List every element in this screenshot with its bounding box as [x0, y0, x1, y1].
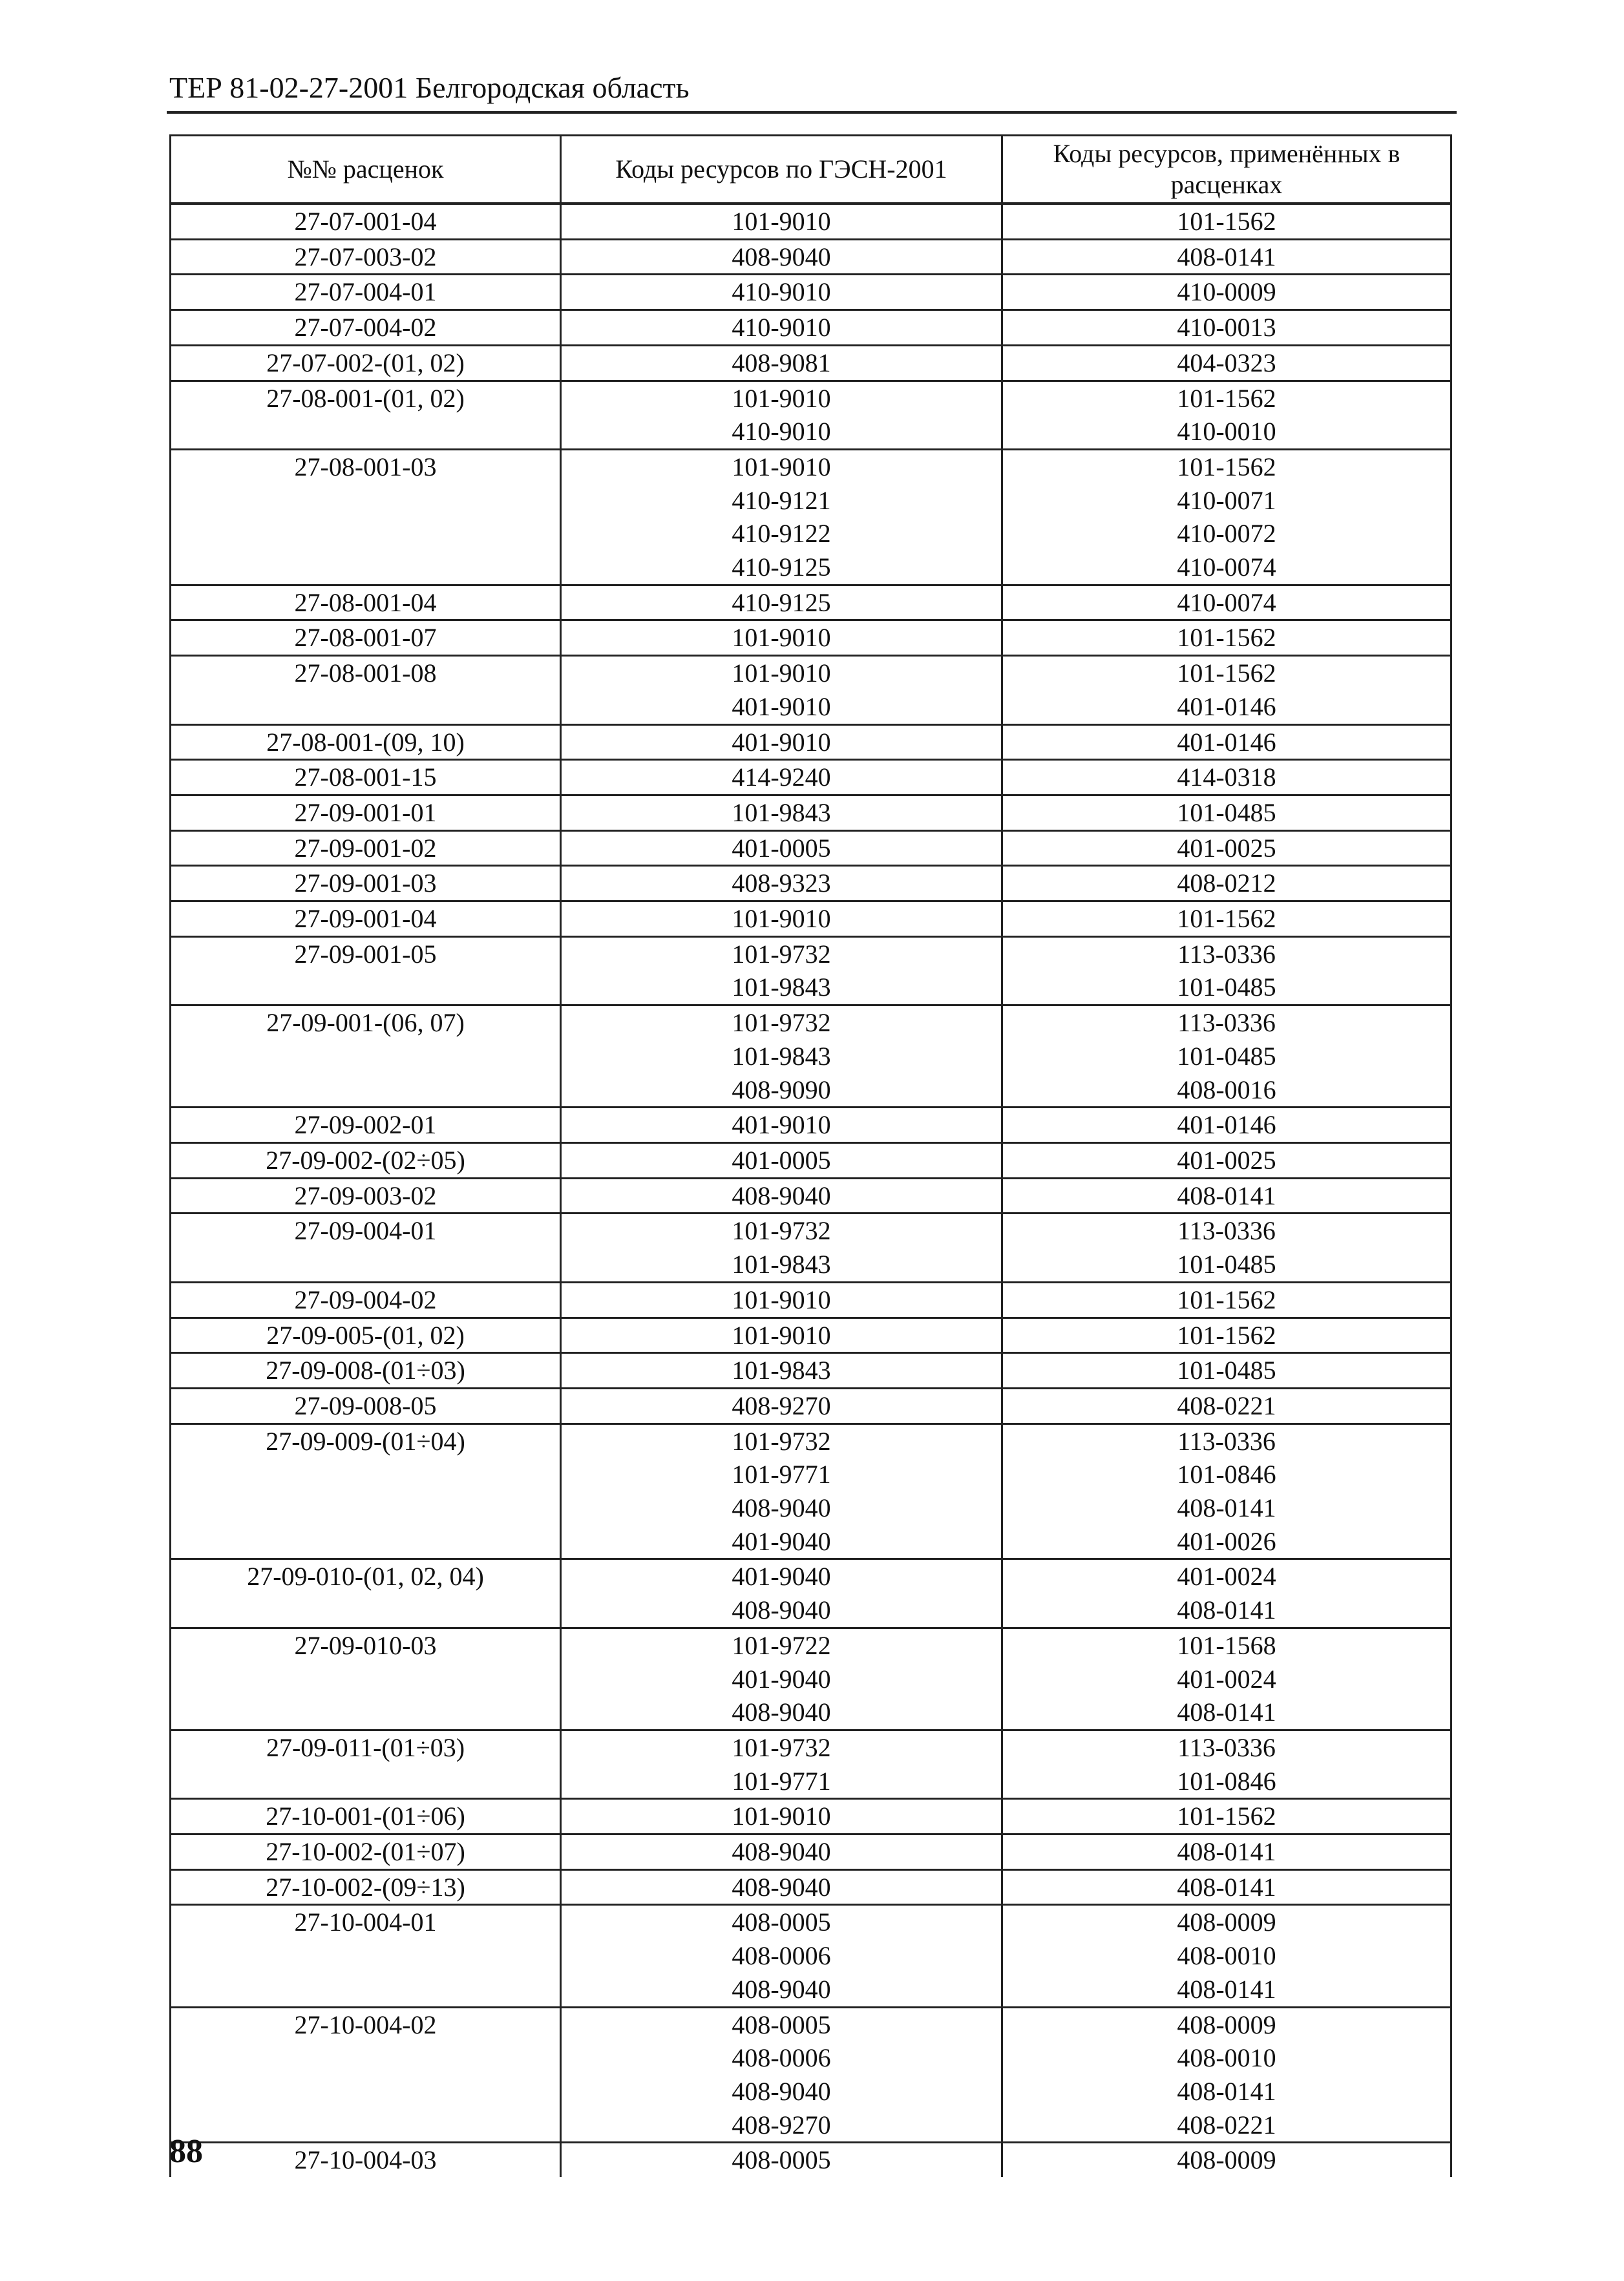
gesn-code-cell: 408-9323 [561, 866, 1002, 901]
rate-cell [171, 1973, 561, 2007]
column-header-gesn-codes: Коды ресурсов по ГЭСН-2001 [561, 136, 1002, 204]
rate-cell: 27-09-005-(01, 02) [171, 1318, 561, 1353]
table-row [171, 2007, 1451, 2041]
resource-codes-table [169, 134, 1452, 2177]
rate-cell: 27-07-004-02 [171, 310, 561, 346]
applied-code-cell: 408-0010 [1002, 2041, 1451, 2075]
gesn-code-cell: 101-9010 [561, 901, 1002, 937]
applied-code-cell: 101-0846 [1002, 1458, 1451, 1491]
rate-cell: 27-10-002-(01÷07) [171, 1834, 561, 1870]
gesn-code-cell: 410-9010 [561, 415, 1002, 449]
gesn-code-cell: 410-9010 [561, 310, 1002, 346]
rate-cell: 27-09-009-(01÷04) [171, 1424, 561, 1458]
applied-code-cell: 410-0074 [1002, 585, 1451, 620]
table-row [171, 2041, 1451, 2075]
rate-cell: 27-09-004-01 [171, 1214, 561, 1248]
table-row [171, 620, 1451, 656]
rate-cell: 27-09-001-05 [171, 936, 561, 971]
applied-code-cell: 113-0336 [1002, 1424, 1451, 1458]
rate-cell: 27-07-003-02 [171, 239, 561, 275]
rate-cell: 27-08-001-(01, 02) [171, 381, 561, 415]
table-row [171, 1765, 1451, 1799]
applied-code-cell: 410-0009 [1002, 275, 1451, 310]
gesn-code-cell: 410-9010 [561, 275, 1002, 310]
table-row [171, 1628, 1451, 1662]
applied-code-cell: 101-1562 [1002, 656, 1451, 690]
column-header-rate-numbers: №№ расценок [171, 136, 561, 204]
rate-cell [171, 1696, 561, 1730]
gesn-code-cell: 101-9732 [561, 936, 1002, 971]
rate-cell: 27-09-001-03 [171, 866, 561, 901]
gesn-code-cell: 414-9240 [561, 760, 1002, 795]
applied-code-cell: 408-0221 [1002, 1388, 1451, 1424]
gesn-code-cell: 101-9843 [561, 971, 1002, 1005]
rate-cell [171, 2108, 561, 2143]
rate-cell [171, 1073, 561, 1108]
applied-code-cell: 101-0846 [1002, 1765, 1451, 1799]
gesn-code-cell: 408-0006 [561, 1939, 1002, 1973]
applied-code-cell: 101-1562 [1002, 204, 1451, 239]
table-row [171, 2143, 1451, 2177]
table-row [171, 275, 1451, 310]
table-row [171, 1799, 1451, 1834]
gesn-code-cell: 408-0006 [561, 2041, 1002, 2075]
gesn-code-cell: 101-9010 [561, 204, 1002, 239]
table-row [171, 381, 1451, 415]
rate-cell: 27-09-001-04 [171, 901, 561, 937]
rate-cell [171, 1458, 561, 1491]
applied-code-cell: 408-0141 [1002, 2075, 1451, 2108]
gesn-code-cell: 101-9771 [561, 1765, 1002, 1799]
rate-cell: 27-09-011-(01÷03) [171, 1730, 561, 1764]
gesn-code-cell: 401-9040 [561, 1559, 1002, 1593]
rate-cell: 27-09-003-02 [171, 1178, 561, 1214]
table-row [171, 901, 1451, 937]
applied-code-cell: 408-0016 [1002, 1073, 1451, 1108]
gesn-code-cell: 401-9010 [561, 724, 1002, 760]
table-row [171, 656, 1451, 690]
page-number: 88 [169, 2133, 203, 2170]
table-row [171, 971, 1451, 1005]
table-row [171, 2108, 1451, 2143]
table-row [171, 1834, 1451, 1870]
table-row [171, 1973, 1451, 2007]
gesn-code-cell: 408-9270 [561, 2108, 1002, 2143]
gesn-code-cell: 408-9040 [561, 1696, 1002, 1730]
table-header [171, 136, 1451, 204]
gesn-code-cell: 401-9040 [561, 1525, 1002, 1559]
applied-code-cell: 101-1568 [1002, 1628, 1451, 1662]
table-row [171, 1869, 1451, 1905]
rate-cell [171, 1939, 561, 1973]
applied-code-cell: 410-0010 [1002, 415, 1451, 449]
gesn-code-cell: 101-9732 [561, 1005, 1002, 1040]
table-row [171, 517, 1451, 551]
applied-code-cell: 101-1562 [1002, 381, 1451, 415]
applied-code-cell: 401-0024 [1002, 1559, 1451, 1593]
rate-cell: 27-09-008-05 [171, 1388, 561, 1424]
table-row [171, 484, 1451, 518]
applied-code-cell: 401-0146 [1002, 724, 1451, 760]
gesn-code-cell: 101-9010 [561, 381, 1002, 415]
gesn-code-cell: 408-9090 [561, 1073, 1002, 1108]
gesn-code-cell: 408-9040 [561, 239, 1002, 275]
gesn-code-cell: 101-9010 [561, 449, 1002, 483]
page-header-title: ТЕР 81-02-27-2001 Белгородская область [169, 71, 690, 104]
applied-code-cell: 101-1562 [1002, 1282, 1451, 1318]
applied-code-cell: 408-0141 [1002, 1491, 1451, 1525]
table-row [171, 1491, 1451, 1525]
gesn-code-cell: 101-9771 [561, 1458, 1002, 1491]
table-row [171, 1248, 1451, 1282]
table-row [171, 551, 1451, 585]
applied-code-cell: 408-0009 [1002, 2007, 1451, 2041]
table-row [171, 1282, 1451, 1318]
gesn-code-cell: 410-9125 [561, 551, 1002, 585]
applied-code-cell: 101-0485 [1002, 1040, 1451, 1073]
rate-cell: 27-10-004-03 [171, 2143, 561, 2177]
table-row [171, 760, 1451, 795]
rate-cell [171, 415, 561, 449]
gesn-code-cell: 408-9040 [561, 1178, 1002, 1214]
gesn-code-cell: 408-9040 [561, 1491, 1002, 1525]
applied-code-cell: 408-0141 [1002, 1834, 1451, 1870]
table-row [171, 310, 1451, 346]
rate-cell: 27-09-001-02 [171, 830, 561, 866]
applied-code-cell: 101-0485 [1002, 1248, 1451, 1282]
gesn-code-cell: 401-0005 [561, 830, 1002, 866]
rate-cell: 27-07-002-(01, 02) [171, 345, 561, 381]
table-row [171, 1593, 1451, 1628]
applied-code-cell: 410-0072 [1002, 517, 1451, 551]
table-row [171, 1696, 1451, 1730]
gesn-code-cell: 101-9732 [561, 1424, 1002, 1458]
applied-code-cell: 408-0010 [1002, 1939, 1451, 1973]
rate-cell [171, 551, 561, 585]
table-row [171, 1730, 1451, 1764]
gesn-code-cell: 101-9843 [561, 795, 1002, 830]
applied-code-cell: 408-0141 [1002, 1869, 1451, 1905]
applied-code-cell: 401-0024 [1002, 1663, 1451, 1696]
table-row [171, 1458, 1451, 1491]
table-row [171, 795, 1451, 830]
table-body [171, 204, 1451, 2177]
table-row [171, 239, 1451, 275]
applied-code-cell: 410-0013 [1002, 310, 1451, 346]
applied-code-cell: 401-0025 [1002, 830, 1451, 866]
applied-code-cell: 113-0336 [1002, 1730, 1451, 1764]
table-row [171, 1040, 1451, 1073]
rate-cell [171, 2041, 561, 2075]
rate-cell [171, 1248, 561, 1282]
gesn-code-cell: 408-9040 [561, 1834, 1002, 1870]
applied-code-cell: 408-0141 [1002, 1973, 1451, 2007]
gesn-code-cell: 410-9121 [561, 484, 1002, 518]
applied-code-cell: 410-0071 [1002, 484, 1451, 518]
applied-code-cell: 101-0485 [1002, 795, 1451, 830]
table-row [171, 449, 1451, 483]
table-row [171, 690, 1451, 724]
table-row [171, 1142, 1451, 1178]
applied-code-cell: 101-1562 [1002, 1799, 1451, 1834]
rate-cell [171, 1593, 561, 1628]
rate-cell: 27-09-001-(06, 07) [171, 1005, 561, 1040]
rate-cell: 27-09-002-01 [171, 1108, 561, 1143]
gesn-code-cell: 101-9010 [561, 620, 1002, 656]
table-row [171, 830, 1451, 866]
gesn-code-cell: 401-9010 [561, 690, 1002, 724]
rate-cell: 27-10-001-(01÷06) [171, 1799, 561, 1834]
table-row [171, 1388, 1451, 1424]
table-row [171, 1353, 1451, 1389]
rate-cell: 27-10-004-02 [171, 2007, 561, 2041]
applied-code-cell: 408-0009 [1002, 1905, 1451, 1939]
applied-code-cell: 401-0146 [1002, 690, 1451, 724]
applied-code-cell: 414-0318 [1002, 760, 1451, 795]
gesn-code-cell: 101-9722 [561, 1628, 1002, 1662]
rate-cell [171, 971, 561, 1005]
gesn-code-cell: 408-9040 [561, 2075, 1002, 2108]
applied-code-cell: 408-0141 [1002, 1178, 1451, 1214]
table-row [171, 345, 1451, 381]
gesn-code-cell: 410-9125 [561, 585, 1002, 620]
table-row [171, 2075, 1451, 2108]
rate-cell: 27-09-004-02 [171, 1282, 561, 1318]
table-row [171, 1108, 1451, 1143]
applied-code-cell: 101-0485 [1002, 1353, 1451, 1389]
applied-code-cell: 408-0221 [1002, 2108, 1451, 2143]
rate-cell: 27-08-001-15 [171, 760, 561, 795]
gesn-code-cell: 408-9040 [561, 1973, 1002, 2007]
gesn-code-cell: 401-9040 [561, 1663, 1002, 1696]
table-row [171, 936, 1451, 971]
gesn-code-cell: 408-9040 [561, 1593, 1002, 1628]
applied-code-cell: 401-0025 [1002, 1142, 1451, 1178]
rate-cell [171, 690, 561, 724]
table-row [171, 866, 1451, 901]
rate-cell: 27-09-002-(02÷05) [171, 1142, 561, 1178]
applied-code-cell: 101-1562 [1002, 449, 1451, 483]
gesn-code-cell: 101-9843 [561, 1353, 1002, 1389]
gesn-code-cell: 101-9010 [561, 1318, 1002, 1353]
table-row [171, 1005, 1451, 1040]
rate-cell: 27-07-001-04 [171, 204, 561, 239]
gesn-code-cell: 408-9270 [561, 1388, 1002, 1424]
rate-cell: 27-09-010-03 [171, 1628, 561, 1662]
applied-code-cell: 408-0141 [1002, 1593, 1451, 1628]
gesn-code-cell: 408-9081 [561, 345, 1002, 381]
gesn-code-cell: 408-0005 [561, 2007, 1002, 2041]
table-row [171, 1318, 1451, 1353]
applied-code-cell: 401-0026 [1002, 1525, 1451, 1559]
header-rule [167, 111, 1457, 114]
applied-code-cell: 401-0146 [1002, 1108, 1451, 1143]
table-row [171, 585, 1451, 620]
gesn-code-cell: 101-9732 [561, 1730, 1002, 1764]
table-row [171, 724, 1451, 760]
applied-code-cell: 113-0336 [1002, 936, 1451, 971]
table-row [171, 1559, 1451, 1593]
rate-cell [171, 1765, 561, 1799]
table-row [171, 204, 1451, 239]
table-row [171, 1525, 1451, 1559]
applied-code-cell: 113-0336 [1002, 1214, 1451, 1248]
applied-code-cell: 101-1562 [1002, 1318, 1451, 1353]
applied-code-cell: 404-0323 [1002, 345, 1451, 381]
rate-cell [171, 484, 561, 518]
rate-cell [171, 1491, 561, 1525]
table-row [171, 1905, 1451, 1939]
rate-cell: 27-08-001-08 [171, 656, 561, 690]
rate-cell: 27-09-010-(01, 02, 04) [171, 1559, 561, 1593]
applied-code-cell: 113-0336 [1002, 1005, 1451, 1040]
gesn-code-cell: 401-9010 [561, 1108, 1002, 1143]
gesn-code-cell: 101-9732 [561, 1214, 1002, 1248]
table-header-row [171, 136, 1451, 204]
table-row [171, 1214, 1451, 1248]
gesn-code-cell: 101-9010 [561, 656, 1002, 690]
gesn-code-cell: 101-9843 [561, 1040, 1002, 1073]
rate-cell [171, 1040, 561, 1073]
rate-cell: 27-07-004-01 [171, 275, 561, 310]
table-row [171, 1073, 1451, 1108]
table-row [171, 1939, 1451, 1973]
rate-cell: 27-08-001-04 [171, 585, 561, 620]
rate-cell [171, 1525, 561, 1559]
gesn-code-cell: 101-9010 [561, 1799, 1002, 1834]
gesn-code-cell: 410-9122 [561, 517, 1002, 551]
rate-cell [171, 517, 561, 551]
applied-code-cell: 408-0141 [1002, 239, 1451, 275]
rate-cell [171, 2075, 561, 2108]
applied-code-cell: 101-0485 [1002, 971, 1451, 1005]
applied-code-cell: 408-0212 [1002, 866, 1451, 901]
gesn-code-cell: 101-9843 [561, 1248, 1002, 1282]
column-header-applied-codes: Коды ресурсов, применённых в расценках [1002, 136, 1451, 204]
gesn-code-cell: 101-9010 [561, 1282, 1002, 1318]
applied-code-cell: 408-0141 [1002, 1696, 1451, 1730]
table-row [171, 1663, 1451, 1696]
rate-cell: 27-09-008-(01÷03) [171, 1353, 561, 1389]
applied-code-cell: 410-0074 [1002, 551, 1451, 585]
table-row [171, 415, 1451, 449]
gesn-code-cell: 408-9040 [561, 1869, 1002, 1905]
rate-cell: 27-08-001-(09, 10) [171, 724, 561, 760]
applied-code-cell: 101-1562 [1002, 620, 1451, 656]
applied-code-cell: 101-1562 [1002, 901, 1451, 937]
gesn-code-cell: 408-0005 [561, 1905, 1002, 1939]
rate-cell: 27-10-002-(09÷13) [171, 1869, 561, 1905]
rate-cell: 27-08-001-03 [171, 449, 561, 483]
gesn-code-cell: 408-0005 [561, 2143, 1002, 2177]
table-row [171, 1178, 1451, 1214]
applied-code-cell: 408-0009 [1002, 2143, 1451, 2177]
rate-cell: 27-08-001-07 [171, 620, 561, 656]
gesn-code-cell: 401-0005 [561, 1142, 1002, 1178]
rate-cell: 27-09-001-01 [171, 795, 561, 830]
rate-cell: 27-10-004-01 [171, 1905, 561, 1939]
rate-cell [171, 1663, 561, 1696]
table-row [171, 1424, 1451, 1458]
